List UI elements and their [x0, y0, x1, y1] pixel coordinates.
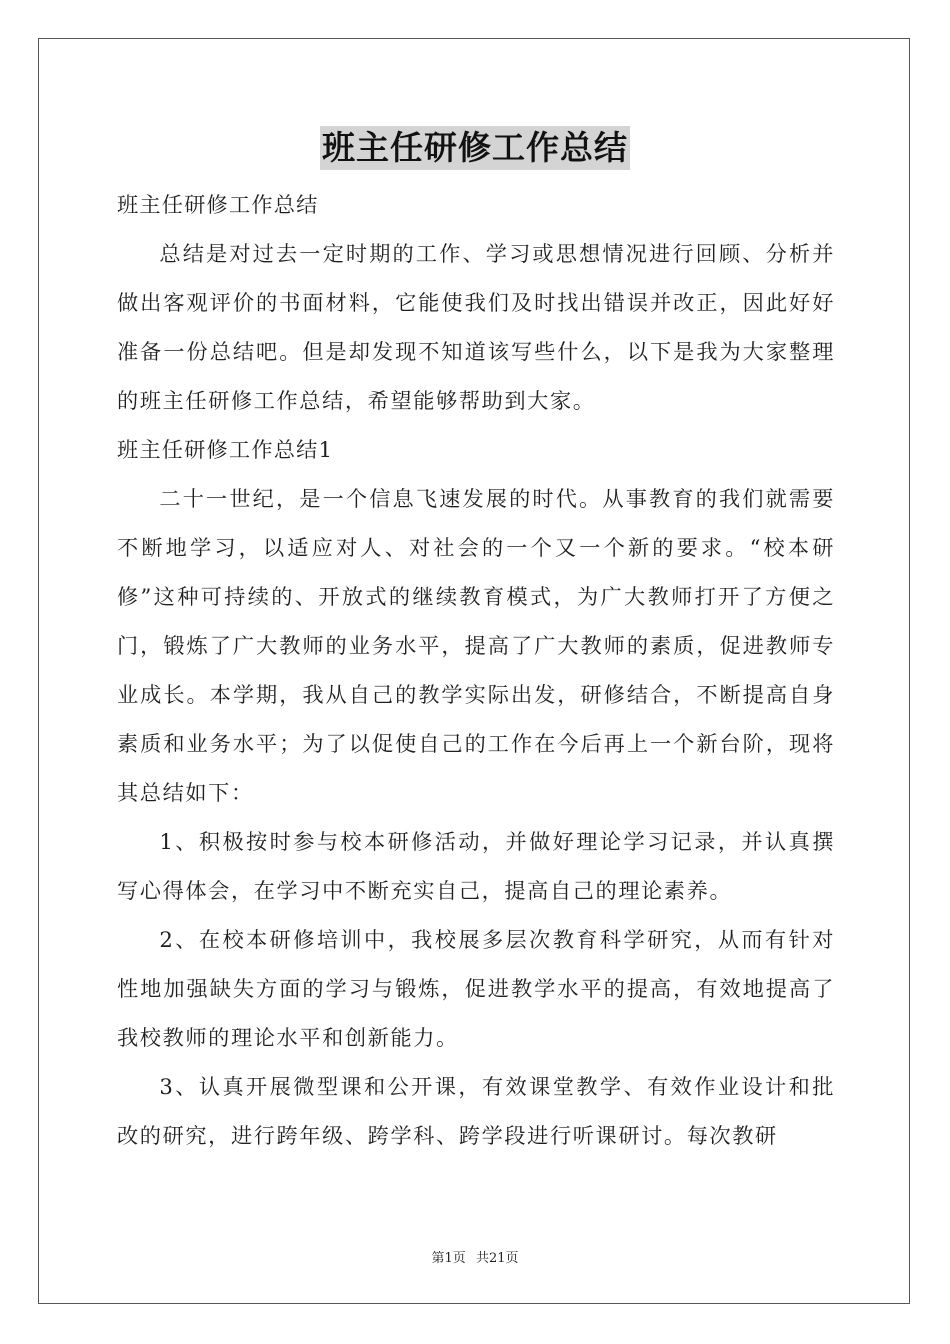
- paragraph-item-1: 1、积极按时参与校本研修活动，并做好理论学习记录，并认真撰写心得体会，在学习中不断充实自己，提高自己的理论素养。: [117, 829, 835, 903]
- paragraph-item-3: 3、认真开展微型课和公开课，有效课堂教学、有效作业设计和批改的研究，进行跨年级、跨学科、跨学段进行听课研讨。每次教研: [117, 1074, 835, 1148]
- page-footer: [0, 1247, 950, 1266]
- page-number: 第1页: [431, 1251, 466, 1266]
- paragraph-body: 二十一世纪，是一个信息飞速发展的时代。从事教育的我们就需要不断地学习，以适应对人、对社会的一个又一个新的要求。“校本研修”这种可持续的、开放式的继续教育模式，为广大教师打开了方便之门，锻炼了广大教师的业务水平，提高了广大教师的素质，促进教师专业成长。本学期，我从自己的教学实际出发，研修结合，不断提高自身素质和业务水平；为了以促使自己的工作在今后再上一个新台阶，现将其总结如下：: [117, 486, 835, 805]
- page-total: 共21页: [475, 1251, 519, 1266]
- title-wrap: [0, 126, 950, 170]
- paragraph-intro: 总结是对过去一定时期的工作、学习或思想情况进行回顾、分析并做出客观评价的书面材料，它能使我们及时找出错误并改正，因此好好准备一份总结吧。但是却发现不知道该写些什么，以下是我为大家整理的班主任研修工作总结，希望能够帮助到大家。: [117, 241, 835, 413]
- paragraph-subtitle: 班主任研修工作总结: [117, 192, 319, 217]
- paragraph-item-2: 2、在校本研修培训中，我校展多层次教育科学研究，从而有针对性地加强缺失方面的学习与锻炼，促进教学水平的提高，有效地提高了我校教师的理论水平和创新能力。: [117, 927, 835, 1050]
- document-title: 班主任研修工作总结: [320, 126, 630, 170]
- document-body: [117, 180, 835, 1160]
- paragraph-section-heading: 班主任研修工作总结1: [117, 437, 334, 462]
